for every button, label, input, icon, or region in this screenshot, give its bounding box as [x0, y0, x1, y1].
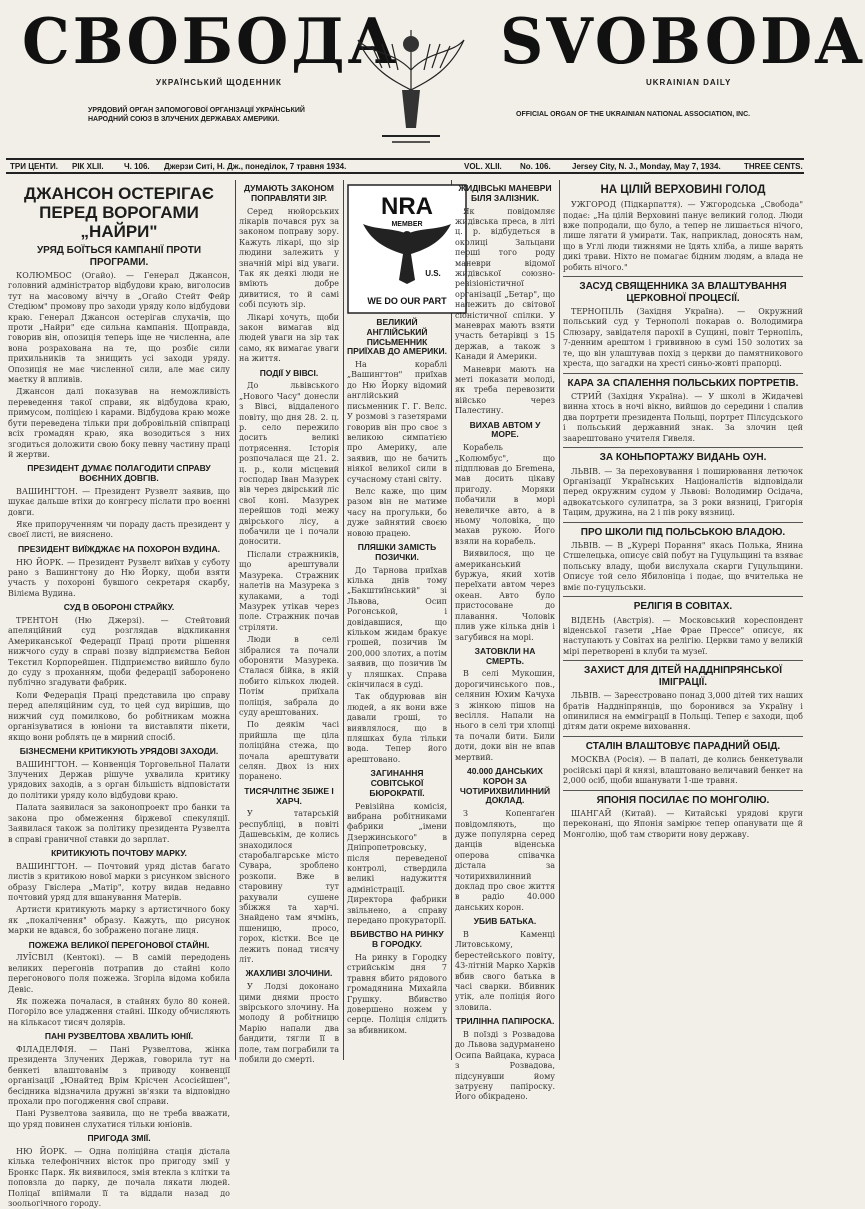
- title-ukrainian[interactable]: СВОБОДА: [22, 5, 400, 79]
- article-text: У татарській республіці, в повіті Дашевськім, де колись знаходилося старобалгарське місто Сувара, зроблено розкопи. Вже в старовину тут рахували сушене збіжжя та харчі. Знайдено там ячмінь, пшеницю, просо, горох, кістки. Все це лежить понад тисячу літ.: [239, 809, 339, 965]
- org-line-ukrainian: УРЯДОВИЙ ОРГАН ЗАПОМОГОВОЇ ОРГАНІЗАЦІЇ УКРАЇНСЬКИЙ НАРОДНИЙ СОЮЗ В ЗЛУЧЕНИХ ДЕРЖАВАХ АМЕРИКИ.: [88, 107, 305, 123]
- article-text: ЛЬВІВ. — За переховування і поширювання летючок Організації Українських Націоналістів відповідали перед окружним судом у Львові: Володимир Осідача, адвокатського сулипатра, за 3 роки вязниці, Григорія Тацим, дружина, на 2 і пів року вязниці.: [563, 466, 803, 518]
- article-text: В поїзді з Розвадова до Львова задурманено Осипа Вайцака, кураса з Розвадова, підсунувши йому затруєну папіроску. Його обікрадено.: [455, 1030, 555, 1102]
- article-text: ВАШИНГТОН. — Конвенція Торговельної Палати Злучених Держав рішуче ухвалила критику урядових заходів, а з орган більшість відповістати до політики уряду коло відбудови краю.: [8, 759, 230, 800]
- divider: [563, 522, 803, 523]
- price-ukrainian: ТРИ ЦЕНТИ.: [10, 162, 59, 171]
- article-text: НЮ ЙОРК. — Одна поліційна стація дістала кілька телефонічних вісток про пригоду змії у Бронкс Парк. Як виявилося, змія втекла з клітки та поповзла до парку, де почала лякати людей. Поліцаї впіймали її та віддали назад до зоольогічного городу.: [8, 1146, 230, 1208]
- headline[interactable]: ТИСЯЧЛІТНЄ ЗБІЖЕ І ХАРЧ.: [244, 785, 334, 806]
- headline[interactable]: ЖАХЛИВІ ЗЛОЧИНИ.: [245, 968, 333, 979]
- divider: [563, 447, 803, 448]
- column-divider: [343, 180, 344, 1060]
- article-text: ТЕРНОПІЛЬ (Західня Україна). — Окружний польський суд у Тернополі покарав о. Володимира Слюзару, завідателя парохії в Сущині, повіт Тернопіль, 7-денним арештом і грививною в сумі 150 золотих за те, що він улаштував похід з церкви до памятникового хреста, що загадки на хресті синьо-жовті прапорці.: [563, 307, 803, 369]
- org-line-english: OFFICIAL ORGAN OF THE UKRAINIAN NATIONAL ASSOCIATION, INC.: [516, 111, 751, 118]
- article-text: МОСКВА (Росія). — В палаті, де колись бенкетували російські царі й князі, влаштовано величавий бенкет на 2,000 осіб, щоби вшанувати 1-ше травня.: [563, 755, 803, 786]
- article-text: Ревізійна комісія, вибрана робітниками фабрики „імени Дзержинського" в Дніпропетровську, після переведеної контролі, ствердила великі надужиття адміністрації. Директора фабрики звільнено, а справу передано прокураторії.: [347, 801, 447, 925]
- article-text: Джансон далі показував на неможливість переведення такої справи, як відбудова краю, примусом, поліцією і карами. Відбудова краю може бути переведена тільки при добровільній співпраці всіх громадян краю, яка возодиться з них згодиться доложити свою боку певну частину праці й жертви.: [8, 387, 230, 459]
- headline[interactable]: ПАНІ РУЗВЕЛТОВА ХВАЛИТЬ ЮНІЇ.: [44, 1031, 194, 1042]
- article-text: КОЛЮМБОС (Огайо). — Генерал Джансон, головний адміністратор відбудови краю, виголосив тут на масовому віччу в „Огайо Стейт Фейр Стедіюм" промову про заходи уряду коло відбудови краю. Генерал Джансон остерігав слухачів, що проти „Найри" єде сильна кампанія. Щоправда, говорив він, опозиція теперь іще не численна, але вона розрахована на те, що розбіє сили прихильників та знищить усі заходи уряду. Опозиція не має численної сили, але має силу маєтку й впливів.: [8, 271, 230, 385]
- article-text: Так обдурював він людей, а як вони вже давали гроші, то виявлялося, що в пляшках була тільки вода. Тепер його арештовано.: [347, 692, 447, 764]
- column-5: [563, 180, 803, 1060]
- volume-english: VOL. XLII.: [464, 162, 502, 171]
- headline[interactable]: УБИВ БАТЬКА.: [473, 916, 537, 927]
- headline[interactable]: ПРО ШКОЛИ ПІД ПОЛЬСЬКОЮ ВЛАДОЮ.: [580, 526, 786, 538]
- divider: [563, 790, 803, 791]
- headline[interactable]: ЗАГИНАННЯ СОВІТСЬКОЇ БЮРОКРАТІЇ.: [369, 768, 425, 798]
- masthead: [6, 5, 865, 154]
- headline[interactable]: ПОЖЕЖА ВЕЛИКОЇ ПЕРЕГОНОВОЇ СТАЙНІ.: [28, 939, 210, 950]
- headline[interactable]: БІЗНЕСМЕНИ КРИТИКУЮТЬ УРЯДОВІ ЗАХОДИ.: [19, 745, 219, 756]
- article-text: В Каменці Литовському, берестейського повіту, 43-літній Марко Харків вбив свого батька в часі сварки. Вбивник утік, але поліція його зловила.: [455, 929, 555, 1012]
- headline[interactable]: ЗА КОНЬПОРТАЖУ ВИДАНЬ ОУН.: [599, 452, 767, 464]
- headline[interactable]: ПЛЯШКИ ЗАМІСТЬ ПОЗИЧКИ.: [357, 541, 437, 562]
- article-text: До львівського „Нового Часу" донесли з Вівсі, віддаленого повіту, що дня 28. 2. ц. р. село пережило досить великі потрясення. Історія розпочалася ще 21. 2. ц. р., коли місцевий господар Іван Мазурек вів через двірський ліс свої коні. Мазурек перейшов тоді межу двірського лісу, а побачили це і почали доносити.: [239, 381, 339, 547]
- headline[interactable]: ВИХАВ АВТОМ У МОРЕ.: [469, 419, 541, 440]
- article-text: ЛЬВІВ. — В „Курері Порання" якась Полька, Янина Стшелецька, описує свій побут на Гуцульщині та взяває польську владу, щоби вислухала скарги Гуцульщини. Описує той село Ябилоніца і подає, що вчителька не вміє по-гуцульськи.: [563, 541, 803, 592]
- article-text: Як пожежа почалася, в стайнях було 80 коней. Погоріло все уладження стайні. Шкоду обчисляють на кількасот тисяч долярів.: [8, 996, 230, 1027]
- headline[interactable]: ТРИЛІННА ПАПІРОСКА.: [455, 1016, 555, 1027]
- article-text: ТРЕНТОН (Ню Джерзі). — Стейтовий апеляційний суд розглядав відкликання Американської Федерації Праці проти рішення нижчого суду в справі позву відприємства Бейон Текстил Корпорейшен. Підприємство вийшло було до суду з проханням, щоби федерації заборонено публічно згадувати фабрик.: [8, 616, 230, 688]
- eagle-emblem-icon: [352, 10, 470, 150]
- headline[interactable]: ВЕЛИКИЙ АНГЛІЙСЬКИЙ ПИСЬМЕННИК ПРИЇХАВ ДО АМЕРИКИ.: [347, 317, 447, 357]
- column-3: [347, 180, 447, 1060]
- article-text: З Копенгаґен повідомляють, що дуже популярна серед данців віденська оперова співачка дістала за чотирихвилинний доклад про своє життя в радіо 40.000 данських корон.: [455, 809, 555, 912]
- nra-member-text: MEMBER: [391, 221, 423, 228]
- article-text: ЛУЇСВІЛ (Кентокі). — В самій передодень великих перегонів потрапив до стайні коло перегонового поля пожежа. Згоріла відомa кобила Девіс.: [8, 953, 230, 994]
- divider: [563, 660, 803, 661]
- headline[interactable]: ПРЕЗИДЕНТ ДУМАЄ ПОЛАГОДИТИ СПРАВУ ВОЄННИХ ДОВГІВ.: [27, 463, 211, 484]
- price-english: THREE CENTS.: [744, 162, 803, 171]
- dateline-english: Jersey City, N. J., Monday, May 7, 1934.: [572, 162, 721, 171]
- article-text: ВІДЕНЬ (Австрія). — Московський кореспондент віденської газети „Нае Фрае Прессе" описує, як наступають у Совітах на релігію. Церкви тамо у великій мірі перетворені в клуби та музеї.: [563, 615, 803, 656]
- issue-info-bar: [6, 158, 804, 174]
- headline[interactable]: ПОДІЇ У ВІВСІ.: [259, 367, 319, 378]
- headline[interactable]: ЗАСУД СВЯЩЕННИКА ЗА ВЛАШТУВАННЯ ЦЕРКОВНОЇ ПРОЦЕСІЇ.: [579, 281, 787, 304]
- column-2: [239, 180, 339, 1065]
- nra-motto-text: WE DO OUR PART: [367, 296, 447, 306]
- article-text: ШАНГАЙ (Китай). — Китайські урядові круги переконані, що Японія замірює тепер опанувати ще й Монголію, щоб там створити нову державу.: [563, 809, 803, 839]
- article-text: Люди в селі зібралися та почали обороняти Мазурека. Сталася бійка, в якій побито кількох людей. Потім приїхала поліція, забрала до суду арештованих.: [239, 635, 339, 717]
- article-text: ФІЛАДЕЛФІЯ. — Пані Рузвелтова, жінка президента Злучених Держав, говорила тут на бенкеті влаштованім з приводу конвенції організації „Юнайтед Врім Крісчен Асосієйшен", бесідника відзначила дружні зв'язки та відповідно прохали про погодження свої справи.: [8, 1044, 230, 1106]
- dateline-ukrainian: Джерзи Ситі, Н. Дж., понеділок, 7 травня 1934.: [164, 162, 347, 171]
- lead-subheadline: УРЯД БОЇТЬСЯ КАМПАНІЇ ПРОТИ ПРОГРАМИ.: [36, 245, 202, 268]
- article-text: Маневри мають на меті показати молоді, як треба перевозити військо через Палестину.: [455, 364, 555, 416]
- subtitle-ukrainian: УКРАЇНСЬКИЙ ЩОДЕННИК: [156, 78, 282, 87]
- title-english[interactable]: SVOBODA: [500, 5, 865, 79]
- divider: [563, 596, 803, 597]
- article-text: Корабель „Колюмбус", що підплював до Бremена, мав досить цікаву пригоду. Моряки побачили в морі невеличке авто, а в ньому чоловіка, що махав рукою. Його взяли на корабель.: [455, 443, 555, 546]
- divider: [563, 373, 803, 374]
- article-text: Велс каже, що цим разом він не матиме часу на прогульки, бо дуже зайнятий своєю новою працею.: [347, 486, 447, 538]
- divider: [563, 736, 803, 737]
- headline[interactable]: КАРА ЗА СПАЛЕННЯ ПОЛЬСЬКИХ ПОРТРЕТІВ.: [567, 377, 799, 389]
- article-text: Післали стражників, що арештували Мазурека. Стражник налетів на Мазурека з кулаками, а тоді Мазурек утікав через поле. Стражник почав стріляти.: [239, 549, 339, 632]
- issue-number-english: No. 106.: [520, 162, 551, 171]
- article-text: ЛЬВІВ. — Зареєстровано понад 3,000 дітей тих наших братів Наддніпрянців, що боронився за Україну і опинилися на емміграції в Польщі. Тепер є заходи, щоб дітям дати окреме виховання.: [563, 691, 803, 732]
- headline[interactable]: КРИТИКУЮТЬ ПОЧТОВУ МАРКУ.: [51, 847, 187, 858]
- article-text: УЖГОРОД (Підкарпаття). — Ужгородська „Свобода" подає: „На цілій Верховині панує великий голод. Люди вже попродали, що було, а тепер не лишається нічого, лише лягати й умирати. Так, наприклад, доносять нам, що в Углі люди тижнями не їдять хліба, а лише варять дикі трави. Ніхто не помагає бідним людям, а влада не робить нічого.": [563, 200, 803, 272]
- headline[interactable]: РЕЛІГІЯ В СОВІТАХ.: [633, 601, 733, 613]
- article-text: У Лодзі доконано цими днями просто звірського злочину. На молоду й робітницю Марію напали два бандити, тягли її в поле, там пограбили та побили до смерті.: [239, 982, 339, 1065]
- lead-headline[interactable]: ДЖАНСОН ОСТЕРІГАЄ ПЕРЕД ВОРОГАМИ „НАЙРИ": [24, 184, 214, 241]
- article-text: Артисти критикують марку з артистичного боку як „покалічення" образу. Кажуть, що рисунок марки не вдався, бо зображено погане лиця.: [8, 905, 230, 936]
- article-text: ВАШИНГТОН. — Почтовий уряд дістав багато листів з критикою нової марки з рисунком звісного образу Гвіслера „Матір", котру видав недавно почтовий уряд для вшанування Матерів.: [8, 861, 230, 902]
- headline[interactable]: СТАЛІН ВЛАШТОВУЄ ПАРАДНИЙ ОБІД.: [585, 740, 781, 752]
- article-text: В селі Мукошин, дорогичинського пов., селянин Юхим Качуха з жінкою пішов на весілля. Напали на нього в селі три хлопці та почали бити. Били доти, доки він не впав мертвий.: [455, 669, 555, 762]
- article-text: Лікарі хочуть, щоби закон вимагав від людей уваги на зір так само, як вимагає уваги на життя.: [239, 312, 339, 364]
- column-divider: [235, 180, 236, 1060]
- article-text: Яке припорученням чи пораду дасть президент у своєї листі, не вияснено.: [8, 520, 230, 540]
- article-text: До Тарнова приїхав кілька днів тому „Бакштиїнський" зі Львова, Осип Рогонськой, і довідавшися, що кільком жидам бракує грошей, позичив їм 200,000 злотих, а потім заявив, що позичив їм у пляшках. Справа скінчилася в суді.: [347, 565, 447, 689]
- article-text: На ринку в Городку стрийськім дня 7 травня вбито рядового громадянина Михайла Грушку. Вбивство довершено ножем у серце. Поліція слідить за вбивником.: [347, 952, 447, 1035]
- column-4: [455, 180, 555, 1102]
- article-text: Виявилося, що це американський буржуа, який хотів переїхати автом через океан. Авто було пристосоване до плавання. Чоловік плив уже кілька днів і загубився на морі.: [455, 549, 555, 642]
- headline[interactable]: СУД В ОБОРОНІ СТРАЙКУ.: [63, 602, 175, 613]
- article-text: СТРИЙ (Західня Україна). — У школі в Жидачеві винна хтось в ночі вікно, вийшов до середини і спалив два портрети президента Польщі, портрет Пілсудського і польський державний знак. За злочин цей заарештовано учителя Гивеля.: [563, 392, 803, 443]
- headline[interactable]: ПРЕЗИДЕНТ ВИЇЖДЖАЄ НА ПОХОРОН ВУДИНА.: [17, 543, 221, 554]
- headline[interactable]: ПРИГОДА ЗМІЇ.: [87, 1133, 151, 1144]
- article-text: НЮ ЙОРК. — Президент Рузвелт виїхав у суботу рано з Вашингтону до Ню Йорку, щоби взяти участь у похоронi бувшого секретаря скарбу, Вілієма Вудина.: [8, 557, 230, 598]
- article-text: На кораблі „Вашингтон" приїхав до Ню Йорку відомий англійський письменник Г. Г. Велс. У розмові з газетярами говорив він про своє з великою симпатією про Америку, але заявив, що не бачить ніякої великої сили в сучасному стані світу.: [347, 360, 447, 484]
- headline[interactable]: ЯПОНІЯ ПОСИЛАЄ ПО МОНГОЛІЮ.: [596, 794, 770, 806]
- subtitle-english: UKRAINIAN DAILY: [646, 78, 732, 87]
- divider: [563, 276, 803, 277]
- headline[interactable]: НА ЦІЛІЙ ВЕРХОВИНІ ГОЛОД: [600, 184, 766, 196]
- column-divider: [559, 180, 560, 1060]
- year-ukrainian: РІК XLII.: [72, 162, 104, 171]
- article-text: Серед нюйорських лікарів почався рух за законом поправу зору. Кажуть лікарі, що зір людини залежить у значній мірі від уваги. Так як деякі люди не вміють добре дивитися, то й самі собі псують зір.: [239, 206, 339, 310]
- headline[interactable]: ДУМАЮТЬ ЗАКОНОМ ПОПРАВЛЯТИ ЗІР.: [244, 183, 334, 203]
- nra-blue-eagle-icon: [347, 184, 467, 314]
- article-text: Пані Рузвелтова заявила, що не треба вважати, що уряд повинен слухатися тільки юніонів.: [8, 1109, 230, 1129]
- issue-number-ukrainian: Ч. 106.: [124, 162, 150, 171]
- headline[interactable]: 40.000 ДАНСЬКИХ КОРОН ЗА ЧОТИРИХВИЛИННИЙ ДОКЛАД.: [459, 766, 551, 806]
- article-text: По деякім часі прийшла ще ціла поліційна стежа, що почала арештувати селян. Двох із них поранено.: [239, 720, 339, 782]
- headline[interactable]: ЗАХИСТ ДЛЯ ДІТЕЙ НАДДНІПРЯНСЬКОЇ ІМІГРАЦІЇ.: [583, 665, 783, 688]
- article-text: Палата заявилася за законопроект про банки та закона про обмеження біржевої спекуляції. Заявилася також за політику президента Рузвелта в справі граничної ставки до зарплат.: [8, 803, 230, 844]
- column-1: [8, 180, 230, 1208]
- nra-us-text: U.S.: [425, 269, 441, 278]
- headline[interactable]: ВБИВСТВО НА РИНКУ В ГОРОДКУ.: [350, 929, 444, 950]
- headline[interactable]: ЖИДІВСЬКІ МАНЕВРИ БІЛЯ ЗАЛІЗНИК.: [458, 183, 552, 203]
- headline[interactable]: ЗАТОВКЛИ НА СМЕРТЬ.: [474, 645, 536, 666]
- article-text: Як повідомляє жидівська преса, в літі ц. р. відбудеться в околиці Зальцани перші того роду маневри відомої жидівської союзно-ревізіоністичної організації „Бетар", що належить до світової сіоністичної спілки. У маневрах мають взяти участь бетарівці з 15 держав, а також з Канади й Америки.: [455, 206, 555, 362]
- article-text: ВАШИНГТОН. — Президент Рузвелт заявив, що шукає дальше втіхи до конгресу післати про воєнні довги.: [8, 486, 230, 517]
- svg-text:NRA: NRA: [381, 193, 433, 220]
- article-text: Коли Федерація Праці представила цю справу перед апеляційним суд, то цей суд вирішив, що нижчий суд помилково, бо робітникам можна організуватися в юніони та виставляти пікети, якщо вони роблять це в мирний спосіб.: [8, 690, 230, 742]
